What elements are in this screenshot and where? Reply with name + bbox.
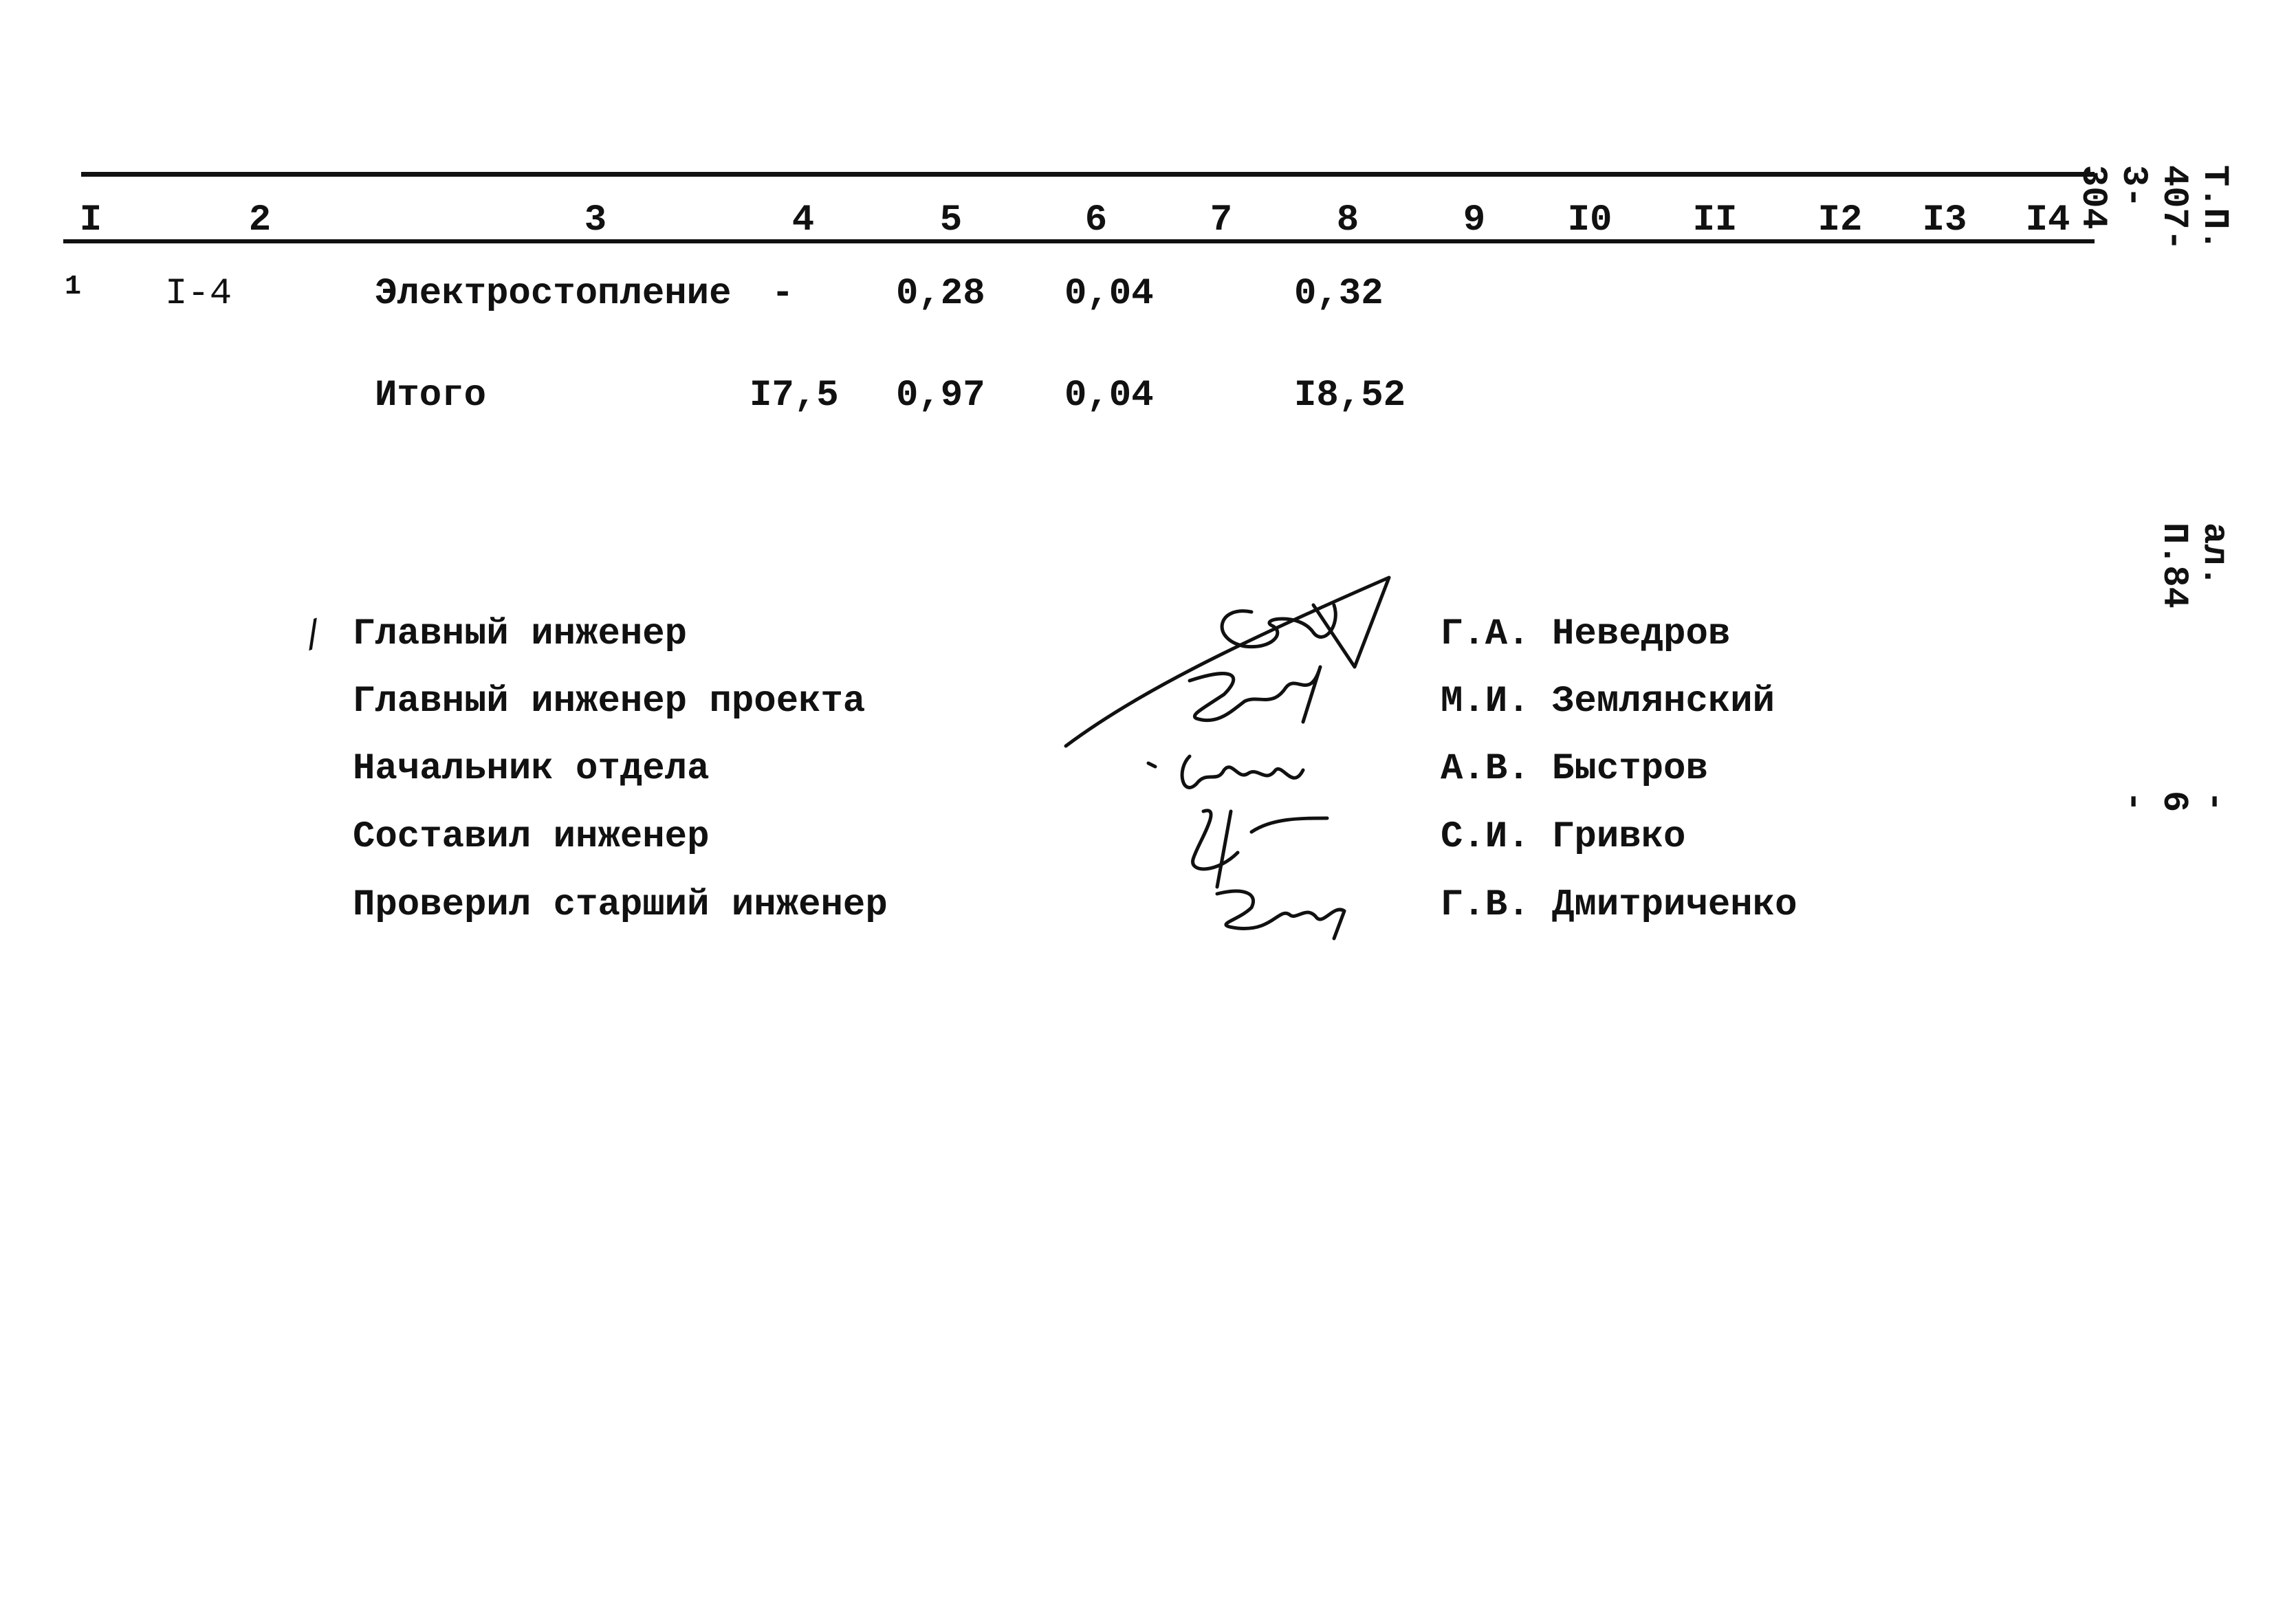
tick-mark: / <box>296 613 333 662</box>
page-number: - 6 - <box>2113 791 2235 813</box>
document-code: Т.П. 407-3-304 <box>2073 165 2235 251</box>
handwritten-signatures <box>1052 564 1410 949</box>
table-top-rule <box>81 172 2095 177</box>
signature-stroke <box>1193 811 1327 887</box>
column-number: 8 <box>1336 199 1359 241</box>
row-value-col6: 0,04 <box>1064 273 1154 315</box>
row-value-col8: 0,32 <box>1294 273 1384 315</box>
signatory-role: Главный инженер <box>353 613 688 655</box>
column-number: 5 <box>939 199 963 241</box>
signatory-name: С.И. Гривко <box>1441 816 1686 858</box>
row-value-col5: 0,28 <box>896 273 985 315</box>
column-number: 7 <box>1210 199 1233 241</box>
row-label: Электростопление <box>375 273 732 315</box>
row-marker: 1 <box>65 272 82 303</box>
column-number: 6 <box>1084 199 1108 241</box>
column-number: I2 <box>1817 199 1863 241</box>
signatory-name: М.И. Землянский <box>1441 681 1775 723</box>
row-value-col4: - <box>772 273 794 315</box>
total-label: Итого <box>375 375 487 417</box>
signatory-role: Проверил старший инженер <box>353 884 888 926</box>
signatory-name: А.В. Быстров <box>1441 748 1708 790</box>
signatory-role: Главный инженер проекта <box>353 681 866 723</box>
total-value-col6: 0,04 <box>1064 375 1154 417</box>
signatory-role: Начальник отдела <box>353 748 710 790</box>
total-value-col5: 0,97 <box>896 375 985 417</box>
signatory-name: Г.А. Неведров <box>1441 613 1731 655</box>
sheet-reference: ал. П.84 <box>2154 523 2235 608</box>
column-number: I0 <box>1567 199 1612 241</box>
signature-stroke <box>1066 578 1389 746</box>
column-number: I <box>79 199 102 241</box>
signatory-role: Составил инженер <box>353 816 710 858</box>
signature-stroke <box>1148 756 1303 787</box>
column-number: 9 <box>1463 199 1486 241</box>
column-number: I4 <box>2025 199 2070 241</box>
column-number: II <box>1692 199 1738 241</box>
signatory-name: Г.В. Дмитриченко <box>1441 884 1797 926</box>
signature-stroke <box>1190 667 1320 722</box>
header-bottom-rule <box>63 239 2095 243</box>
row-code: I-4 <box>165 273 232 315</box>
total-value-col8: I8,52 <box>1294 375 1406 417</box>
column-number: 2 <box>248 199 272 241</box>
total-value-col4: I7,5 <box>750 375 839 417</box>
column-number: I3 <box>1922 199 1967 241</box>
signature-stroke <box>1217 891 1344 939</box>
column-number: 3 <box>584 199 607 241</box>
column-number: 4 <box>791 199 815 241</box>
